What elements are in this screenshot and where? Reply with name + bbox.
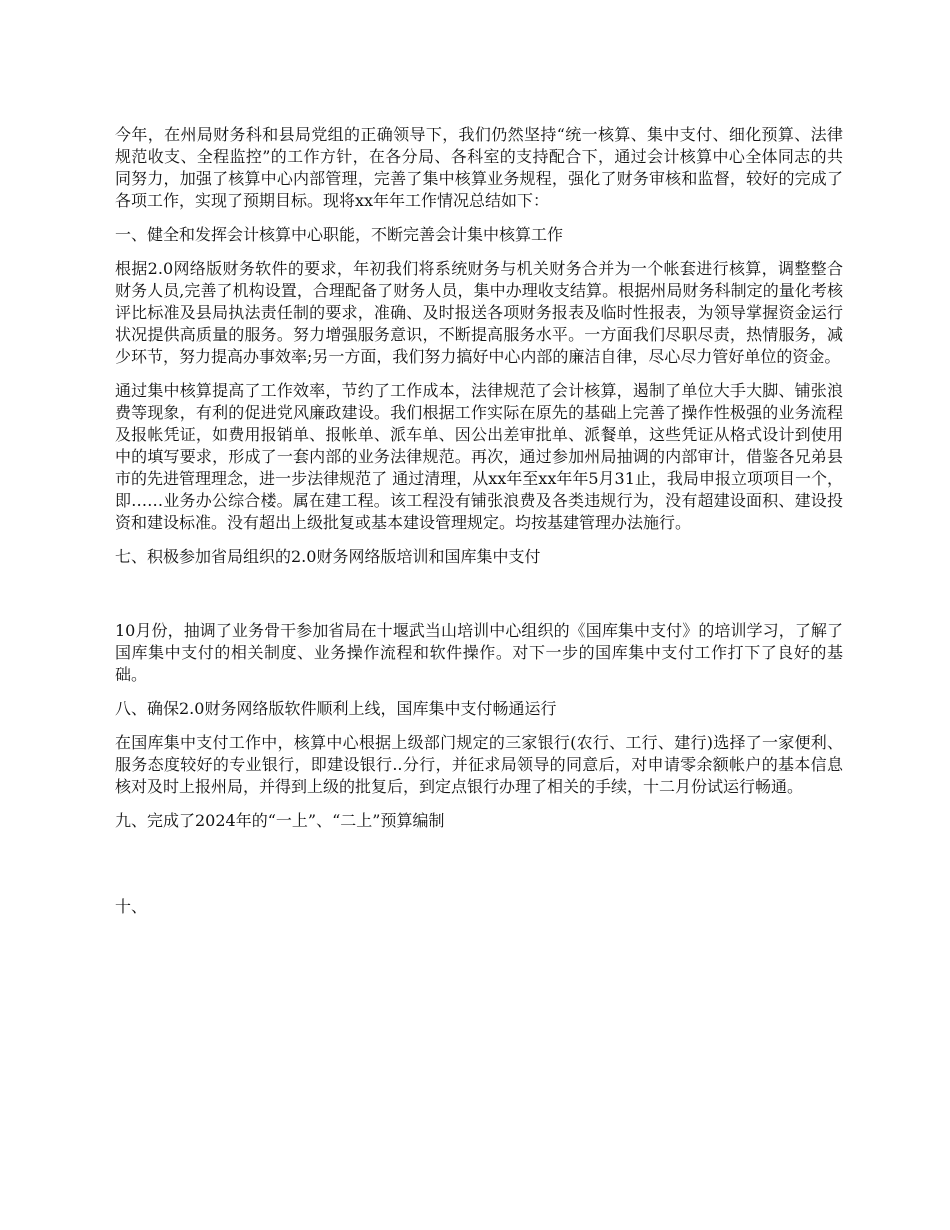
section-1-paragraph-2: 通过集中核算提高了工作效率，节约了工作成本，法律规范了会计核算，遏制了单位大手大脚、铺张浪费等现象，有利的促进党风廉政建设。我们根据工作实际在原先的基础上完善了操作性极强的业务流程及报帐凭证，如费用报销单、报帐单、派车单、因公出差审批单、派餐单，这些凭证从格式设计到使用中的填写要求，形成了一套内部的业务法律规范。再次，通过参加州局抽调的内部审计，借鉴各兄弟县市的先进管理理念，进一步法律规范了 通过清理，从xx年至xx年年5月31止，我局申报立项项目一个，即……业务办公综合楼。属在建工程。该工程没有铺张浪费及各类违规行为，没有超建设面积、建设投资和建设标准。没有超出上级批复或基本建设管理规定。均按基建管理办法施行。: [115, 381, 843, 532]
section-heading-7: 七、积极参加省局组织的2.0财务网络版培训和国库集中支付: [115, 547, 541, 566]
section-8-paragraph: 在国库集中支付工作中，核算中心根据上级部门规定的三家银行(农行、工行、建行)选择了一家便利、服务态度较好的专业银行，即建设银行..分行，并征求局领导的同意后，对申请零余额帐户的基本信息核对及时上报州局，并得到上级的批复后，到定点银行办理了相关的手续，十二月份试运行畅通。: [115, 733, 843, 796]
document-body: [115, 124, 843, 930]
section-heading-1: 一、健全和发挥会计核算中心职能，不断完善会计集中核算工作: [115, 225, 564, 244]
section-heading-8: 八、确保2.0财务网络版软件顺利上线，国库集中支付畅通运行: [115, 699, 557, 718]
section-heading-9: 九、完成了2024年的“一上”、“二上”预算编制: [115, 811, 445, 830]
section-7-paragraph: 10月份，抽调了业务骨干参加省局在十堰武当山培训中心组织的《国库集中支付》的培训学习，了解了国库集中支付的相关制度、业务操作流程和软件操作。对下一步的国库集中支付工作打下了良好的基础。: [115, 621, 843, 684]
section-1-paragraph-1: 根据2.0网络版财务软件的要求，年初我们将系统财务与机关财务合并为一个帐套进行核算，调整整合财务人员,完善了机构设置，合理配备了财务人员，集中办理收支结算。根据州局财务科制定的量化考核评比标准及县局执法责任制的要求，准确、及时报送各项财务报表及临时性报表，为领导掌握资金运行状况提供高质量的服务。努力增强服务意识，不断提高服务水平。一方面我们尽职尽责，热情服务，减少环节，努力提高办事效率;另一方面，我们努力搞好中心内部的廉洁自律，尽心尽力管好单位的资金。: [115, 259, 843, 366]
section-heading-10: 十、: [115, 897, 148, 916]
blank-spacer: [115, 580, 843, 620]
intro-paragraph: 今年，在州局财务科和县局党组的正确领导下，我们仍然坚持“统一核算、集中支付、细化预算、法律规范收支、全程监控”的工作方针，在各分局、各科室的支持配合下，通过会计核算中心全体同志的共同努力，加强了核算中心内部管理，完善了集中核算业务规程，强化了财务审核和监督，较好的完成了各项工作，实现了预期目标。现将xx年年工作情况总结如下：: [115, 125, 843, 210]
blank-spacer: [115, 844, 843, 896]
